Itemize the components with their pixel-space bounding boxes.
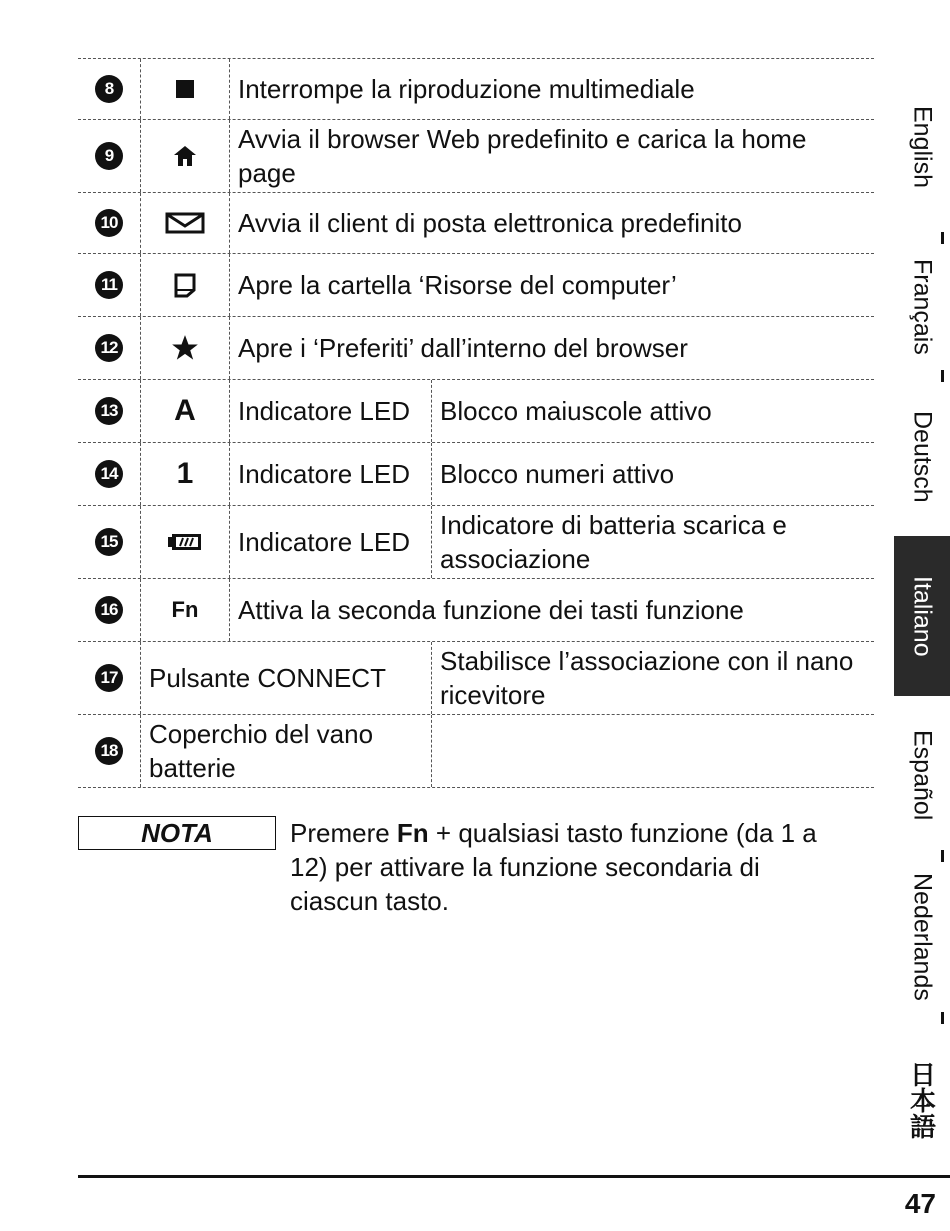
tab-divider xyxy=(941,232,944,244)
tab-deutsch[interactable]: Deutsch xyxy=(908,411,937,503)
tab-divider xyxy=(941,850,944,862)
tab-divider xyxy=(941,370,944,382)
table-row xyxy=(78,119,874,192)
item-number: 15 xyxy=(95,528,123,556)
led-function: Blocco maiuscole attivo xyxy=(440,396,712,426)
feature-table xyxy=(78,58,874,788)
component-function: Stabilisce l’associazione con il nano ricevitore xyxy=(440,646,854,710)
table-row xyxy=(78,253,874,316)
table-row xyxy=(78,505,874,578)
led-label: Indicatore LED xyxy=(230,443,432,505)
table-row xyxy=(78,58,874,119)
tab-italiano[interactable]: Italiano xyxy=(894,536,950,696)
tab-japanese[interactable]: 日本語 xyxy=(906,1061,937,1139)
led-function: Indicatore di batteria scarica e associazione xyxy=(440,510,787,574)
item-number: 13 xyxy=(95,397,123,425)
caps-lock-led-icon: A xyxy=(140,380,230,442)
table-row xyxy=(78,641,874,714)
table-row xyxy=(78,442,874,505)
table-row xyxy=(78,316,874,379)
row-description: Avvia il browser Web predefinito e carica la home page xyxy=(238,124,807,188)
table-row xyxy=(78,192,874,253)
tab-nederlands[interactable]: Nederlands xyxy=(908,873,937,1001)
table-row xyxy=(78,714,874,788)
num-lock-led-icon: 1 xyxy=(140,443,230,505)
table-row xyxy=(78,578,874,641)
item-number: 10 xyxy=(95,209,123,237)
footer-rule xyxy=(78,1175,950,1178)
item-number: 8 xyxy=(95,75,123,103)
computer-icon xyxy=(140,254,230,316)
item-number: 18 xyxy=(95,737,123,765)
item-number: 17 xyxy=(95,664,123,692)
page-number: 47 xyxy=(904,1188,936,1219)
home-icon xyxy=(140,120,230,192)
row-description: Apre i ‘Preferiti’ dall’interno del browser xyxy=(238,333,688,363)
stop-square-icon xyxy=(140,59,230,119)
item-number: 11 xyxy=(95,271,123,299)
table-row xyxy=(78,379,874,442)
row-description: Avvia il client di posta elettronica predefinito xyxy=(238,208,742,238)
component-function xyxy=(432,747,874,755)
fn-key-icon: Fn xyxy=(140,579,230,641)
led-label: Indicatore LED xyxy=(230,506,432,578)
component-label: Pulsante CONNECT xyxy=(140,642,432,714)
note-text: Premere Fn + qualsiasi tasto funzione (da 1 a 12) per attivare la funzione secondaria di ciascun tasto. xyxy=(290,818,817,916)
item-number: 14 xyxy=(95,460,123,488)
envelope-icon xyxy=(140,193,230,253)
tab-english[interactable]: English xyxy=(908,106,937,188)
item-number: 9 xyxy=(95,142,123,170)
tab-divider xyxy=(941,1012,944,1024)
tab-espanol[interactable]: Español xyxy=(908,729,937,821)
row-description: Attiva la seconda funzione dei tasti funzione xyxy=(238,595,744,625)
fn-key-label: Fn xyxy=(396,818,429,848)
item-number: 16 xyxy=(95,596,123,624)
item-number: 12 xyxy=(95,334,123,362)
row-description: Interrompe la riproduzione multimediale xyxy=(238,74,695,104)
row-description: Apre la cartella ‘Risorse del computer’ xyxy=(238,270,677,300)
tab-francais[interactable]: Français xyxy=(908,259,937,355)
note-label: NOTA xyxy=(78,816,276,850)
star-icon xyxy=(140,317,230,379)
component-label: Coperchio del vano batterie xyxy=(140,715,432,787)
led-function: Blocco numeri attivo xyxy=(440,459,675,489)
led-label: Indicatore LED xyxy=(230,380,432,442)
battery-icon xyxy=(140,506,230,578)
